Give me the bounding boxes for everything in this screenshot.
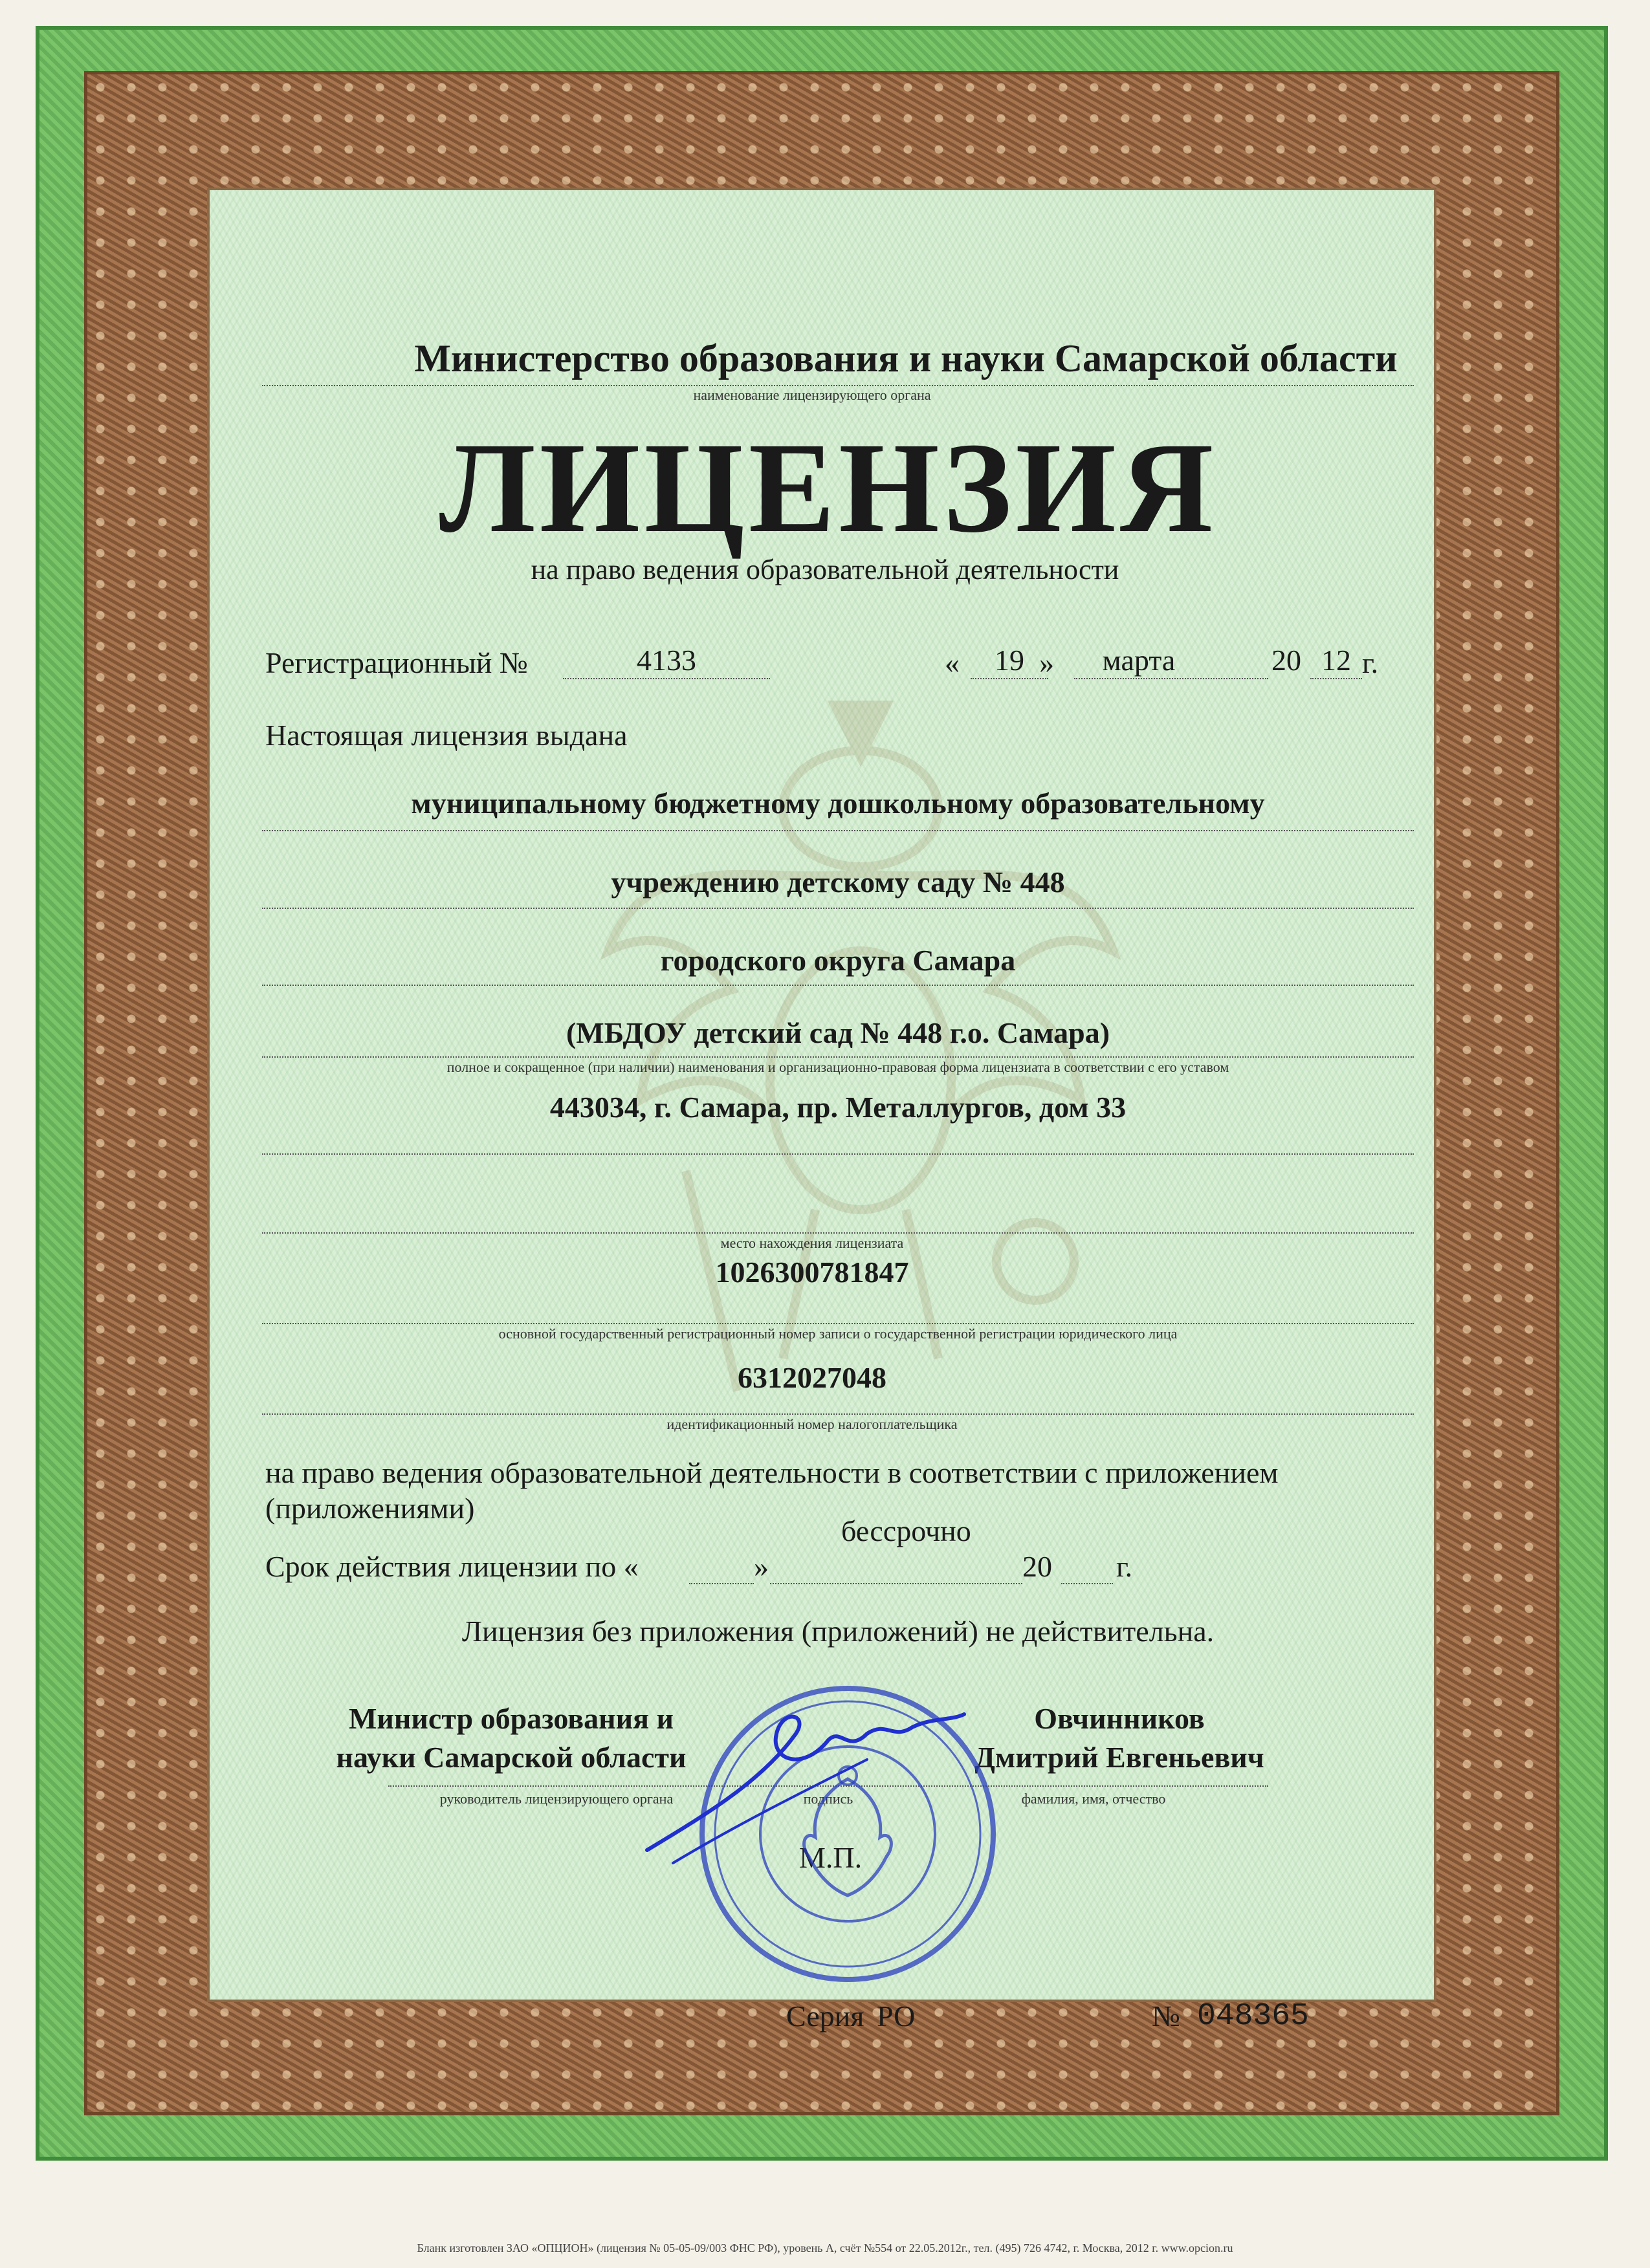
address-value: 443034, г. Самара, пр. Металлургов, дом 33 [549,1091,1127,1124]
registration-year-unit: г. [1362,646,1379,679]
series-label: Серия [786,2000,864,2033]
registration-month-rule [1074,678,1268,679]
issued-label: Настоящая лицензия выдана [265,719,628,752]
validity-year-rule [1061,1583,1113,1584]
registration-month: марта [1102,644,1176,677]
registration-day: 19 [995,644,1024,677]
licensee-rule-4 [262,1056,1414,1058]
licensee-caption: полное и сокращенное (при наличии) наименования и организационно-правовая форма лицензиата в соответствии с его уставом [446,1059,1229,1075]
ministry-rule [262,385,1414,386]
signatory-position-line-2: науки Самарской области [336,1741,687,1774]
inn-value: 6312027048 [738,1361,886,1394]
validity-month-rule [770,1583,1022,1584]
seal-place: М.П. [799,1841,863,1874]
caption-position: руководитель лицензирующего органа [439,1791,674,1807]
ogrn-rule [262,1323,1414,1324]
licensee-short-name: (МБДОУ детский сад № 448 г.о. Самара) [566,1016,1110,1049]
registration-number: 4133 [637,644,696,677]
validity-notice: Лицензия без приложения (приложений) не действительна. [461,1615,1215,1648]
inn-rule [262,1413,1414,1415]
validity-value: бессрочно [841,1514,971,1547]
ministry-name: Министерство образования и науки Самарской области [414,337,1398,380]
validity-close: » [754,1550,769,1583]
registration-date-close: » [1039,646,1054,679]
registration-year-suffix: 12 [1321,644,1351,677]
address-rule-1 [262,1153,1414,1155]
blank-number-label: № [1152,2000,1180,2033]
licensee-line-3: городского округа Самара [660,944,1016,977]
signatory-surname: Овчинников [1034,1702,1205,1735]
printer-footer: Бланк изготовлен ЗАО «ОПЦИОН» (лицензия № 05-05-09/003 ФНС РФ), уровень А, счёт №554 от 22.05.2012г., тел. (495) 726 4742, г. Москва, 2012 г. www.opcion.ru [417,2241,1233,2254]
right-text-line-1: на право ведения образовательной деятельности в соответствии с приложением [265,1456,1279,1489]
license-title: ЛИЦЕНЗИЯ [439,417,1218,560]
series-value: РО [877,2000,916,2033]
registration-year-prefix: 20 [1271,644,1301,677]
ogrn-caption: основной государственный регистрационный номер записи о государственной регистрации юридического лица [498,1325,1178,1342]
blank-number: 048365 [1197,1999,1309,2034]
licensee-rule-2 [262,908,1414,909]
address-rule-2 [262,1232,1414,1234]
handwritten-signature-icon [634,1682,971,1876]
registration-year-rule [1310,678,1362,679]
licensee-rule-1 [262,830,1414,831]
right-text-line-2: (приложениями) [265,1492,475,1525]
ministry-caption: наименование лицензирующего органа [693,387,931,403]
licensee-line-1: муниципальному бюджетному дошкольному образовательному [411,787,1265,820]
caption-signature: подпись [803,1791,853,1807]
address-caption: место нахождения лицензиата [720,1235,904,1251]
licensee-rule-3 [262,985,1414,986]
registration-date-open: « [945,646,960,679]
ogrn-value: 1026300781847 [715,1256,909,1289]
license-subtitle: на право ведения образовательной деятельности [531,554,1119,585]
validity-label: Срок действия лицензии по « [265,1550,639,1583]
validity-day-rule [689,1583,754,1584]
registration-day-rule [971,678,1048,679]
caption-name: фамилия, имя, отчество [1021,1791,1166,1807]
registration-number-rule [563,678,770,679]
validity-year-unit: г. [1116,1550,1133,1583]
signatory-given-names: Дмитрий Евгеньевич [974,1741,1264,1774]
licensee-line-2: учреждению детскому саду № 448 [611,866,1065,899]
signatory-position-line-1: Министр образования и [349,1702,674,1735]
inn-caption: идентификационный номер налогоплательщика [666,1416,958,1432]
validity-year-prefix: 20 [1022,1550,1052,1583]
registration-label: Регистрационный № [265,646,528,679]
